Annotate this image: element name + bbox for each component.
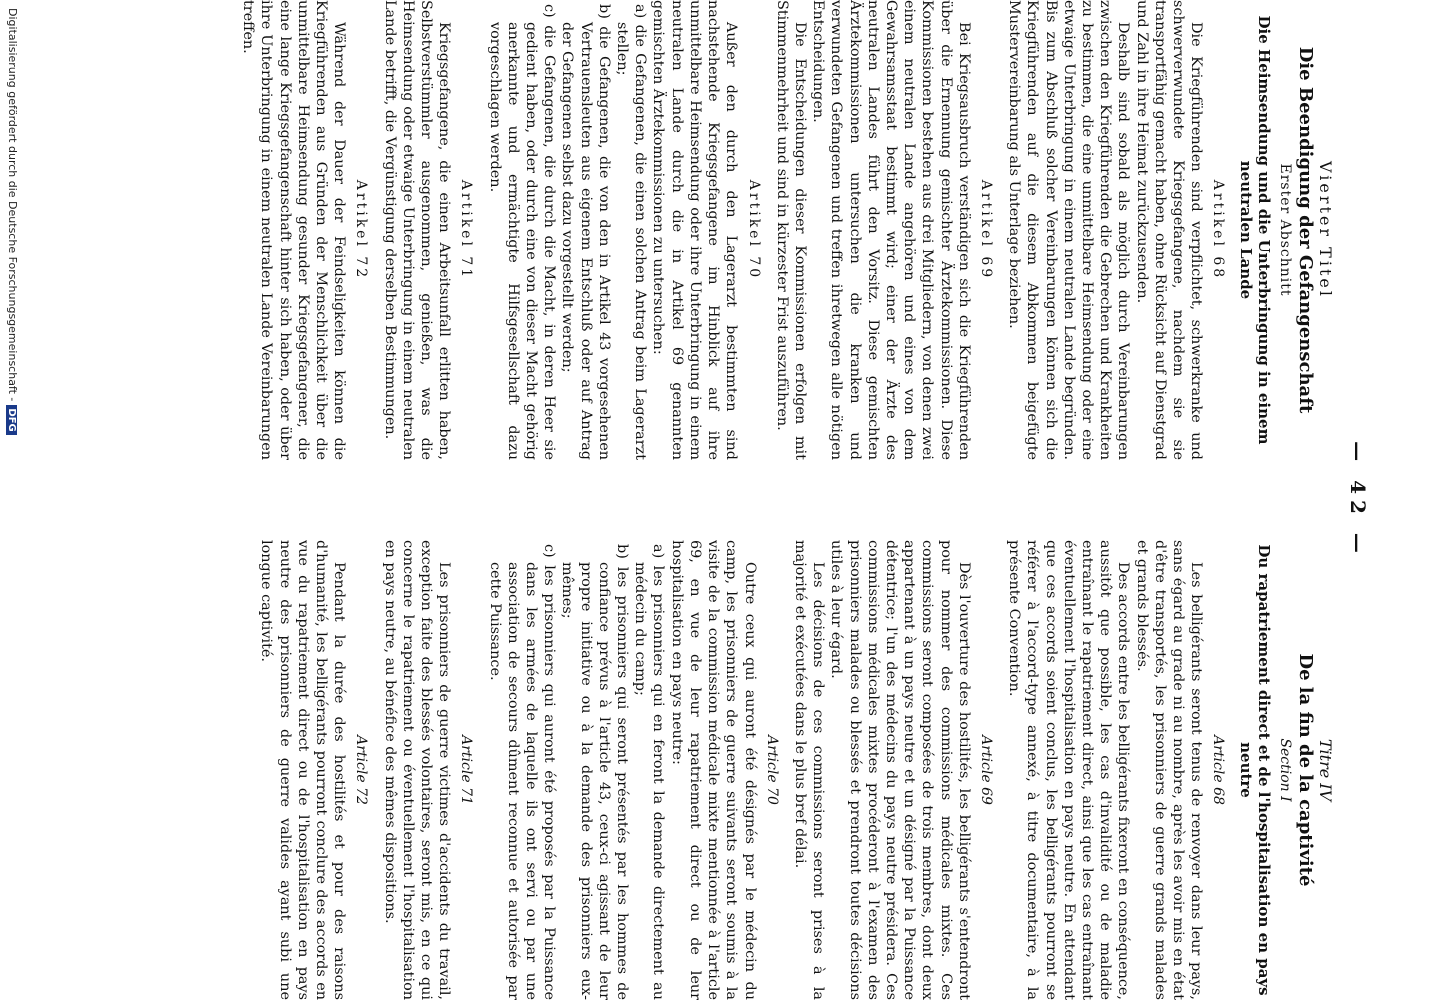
paragraph: Bei Kriegsausbruch verständigen sich die Kriegführenden über die Ernennung gemischter Ärztekommissionen. Diese Kommissionen bestehen aus drei Mitgliedern, von denen zwei einem neutralen Lande angehören und eines von dem Gewahrsamsstaat bestimmt wird; einer der Ärzte des neutralen Landes führt den Vorsitz. Diese gemischten Ärztekommissionen untersuchen die kranken und verwundeten Gefangenen und treffen ihretwegen alle nötigen Entscheidungen. xyxy=(810,0,972,460)
article-heading: Article 70 xyxy=(763,735,780,805)
article-heading: Article 69 xyxy=(977,735,994,805)
paragraph: Kriegsgefangene, die einen Arbeitsunfall erlitten haben, Selbstverstümmler ausgenommen, genießen, was die Heimsendung oder etwaige Unterbringung in einem neutralen Lande betrifft, die Vergünstigung derselben Bestimmungen. xyxy=(381,0,453,460)
paragraph: Die Kriegführenden sind verpflichtet, schwerkranke und schwerverwundete Kriegsgefangene, nachdem sie sie transportfähig gemacht haben, ohne Rücksicht auf Dienstgrad und Zahl in ihre Heimat zurückzusenden. xyxy=(1133,0,1205,460)
german-title: Vierter Titel xyxy=(1316,161,1335,299)
dfg-logo: DFG xyxy=(6,405,17,434)
list-item: a) les prisonniers qui en feront la demande directement au médecin du camp; xyxy=(632,544,667,1000)
paragraph: Außer den durch den Lagerarzt bestimmten sind nachstehende Kriegsgefangene im Hinblick auf ihre unmittelbare Heimsendung oder ihre Unterbringung in einem neutralen Lande durch die in Artikel 69 genannten gemischten Ärztekommissionen zu untersuchen: xyxy=(650,0,740,460)
french-section-title: Du rapatriement direct et de l'hospitalisation en pays neutre xyxy=(1237,544,1274,996)
paragraph: Deshalb sind sobald als möglich durch Vereinbarungen zwischen den Kriegführenden die Gebrechen und Krankheiten zu bestimmen, die eine unmittelbare Heimsendung oder eine etwaige Unterbringung in einem neutralen Lande begründen. Bis zum Abschluß solcher Vereinbarungen können sich die Kriegführenden auf die diesem Abkommen beigefügte Mustervereinbarung als Unterlage beziehen. xyxy=(1006,0,1132,460)
french-chapter-heading: De la fin de la captivité xyxy=(1294,653,1316,887)
paragraph: Dès l'ouverture des hostilités, les belligérants s'entendront pour nommer des commissions médicales mixtes. Ces commissions seront composées de trois membres, dont deux appartenant à un pays neutre et un désigné par la Puissance détentrice; l'un des médecins du pays neutre présidera. Ces commissions médicales mixtes procéderont à l'examen des prisonniers malades ou blessés et prendront toutes décisions utiles à leur égard. xyxy=(828,540,972,1000)
french-title: Titre IV xyxy=(1316,738,1335,802)
german-column xyxy=(239,0,1334,460)
credit-text: Digitalisierung gefördert durch die Deutsche Forschungsgemeinschaft - xyxy=(6,8,19,402)
german-section-title: Die Heimsendung und die Unterbringung in einem neutralen Lande xyxy=(1237,15,1274,445)
article-heading: Article 68 xyxy=(1210,735,1227,805)
paragraph: Les belligérants seront tenus de renvoyer dans leur pays, sans égard au grade ni au nombre, après les avoir mis en état d'être transportés, les prisonniers de guerre grands malades et grands blessés. xyxy=(1133,540,1205,1000)
paragraph: Les décisions de ces commissions seront prises à la majorité et exécutées dans le plus bref délai. xyxy=(791,540,827,1000)
german-articles xyxy=(239,0,1227,460)
list-item: c) les prisonniers qui auront été proposés par la Puissance dans les armées de laquelle ils ont servi ou par une association de secours dûment reconnue et autorisée par cette Puissance. xyxy=(486,544,558,1000)
article-heading: Article 71 xyxy=(458,735,475,805)
paragraph: Les prisonniers de guerre victimes d'accidents du travail, exception faite des blessés volontaires, seront mis, en ce qui concerne le rapatriement ou éventuellement l'hospitalisation en pays neutre, au bénéfice des mêmes dispositions. xyxy=(381,540,453,1000)
digitization-credit xyxy=(6,0,19,1008)
article-heading: Artikel 71 xyxy=(458,179,475,281)
paragraph: Während der Dauer der Feindseligkeiten können die Kriegführenden aus Gründen der Menschlichkeit über die unmittelbare Heimsendung gesunder Kriegsgefangener, die eine lange Kriegsgefangenschaft hinter sich haben, oder über ihre Unterbringung in einem neutralen Lande Vereinbarungen treffen. xyxy=(240,0,348,460)
paragraph: Outre ceux qui auront été désignés par le médecin du camp, les prisonniers de guerre suivants seront soumis à la visite de la commission médicale mixte mentionnée à l'article 69, en vue de leur rapatriement direct ou de leur hospitalisation en pays neutre: xyxy=(668,540,758,1000)
list-item: a) die Gefangenen, die einen solchen Antrag beim Lagerarzt stellen; xyxy=(614,4,649,460)
article-heading: Artikel 72 xyxy=(353,179,370,281)
paragraph: Die Entscheidungen dieser Kommissionen erfolgen mit Stimmenmehrheit und sind in kürzester Frist auszuführen. xyxy=(773,0,808,460)
article-heading: Artikel 69 xyxy=(977,179,994,281)
article-heading: Article 72 xyxy=(353,735,370,805)
list-item: b) die Gefangenen, die von den in Artikel 43 vorgesehenen Vertrauensleuten aus eigenem Entschluß oder auf Antrag der Gefangenen selbst dazu vorgestellt werden; xyxy=(559,4,612,460)
german-chapter-heading: Die Beendigung der Gefangenschaft xyxy=(1294,46,1316,414)
french-section-label: Section I xyxy=(1276,738,1293,802)
french-column xyxy=(257,540,1334,1000)
page-number: — 42 — xyxy=(1346,441,1370,559)
article-heading: Artikel 68 xyxy=(1210,179,1227,281)
german-section-label: Erster Abschnitt xyxy=(1276,163,1293,297)
french-articles xyxy=(257,540,1227,1000)
list-item: c) die Gefangenen, die durch die Macht, in deren Heer sie gedient haben, oder durch eine von dieser Macht gehörig anerkannte und ermächtigte Hilfsgesellschaft dazu vorgeschlagen werden. xyxy=(486,4,558,460)
paragraph: Des accords entre les belligérants fixeront en conséquence, aussitôt que possible, les cas d'invalidité ou de maladie entraînant le rapatriement direct, ainsi que les cas entraînant éventuellement l'hospitalisation en pays neutre. En attendant que ces accords soient conclus, les belligérants pourront se référer à l'accord-type annexé, à titre documentaire, à la présente Convention. xyxy=(1006,540,1132,1000)
paragraph: Pendant la durée des hostilités et pour des raisons d'humanité, les belligérants pourront conclure des accords en vue du rapatriement direct ou de l'hospitalisation en pays neutre des prisonniers de guerre valides ayant subi une longue captivité. xyxy=(258,540,348,1000)
article-heading: Artikel 70 xyxy=(745,179,762,281)
list-item: b) les prisonniers qui seront présentés par les hommes de confiance prévus à l'article 43, ceux-ci agissant de leur propre initiative ou à la demande des prisonniers eux-mêmes; xyxy=(559,544,631,1000)
